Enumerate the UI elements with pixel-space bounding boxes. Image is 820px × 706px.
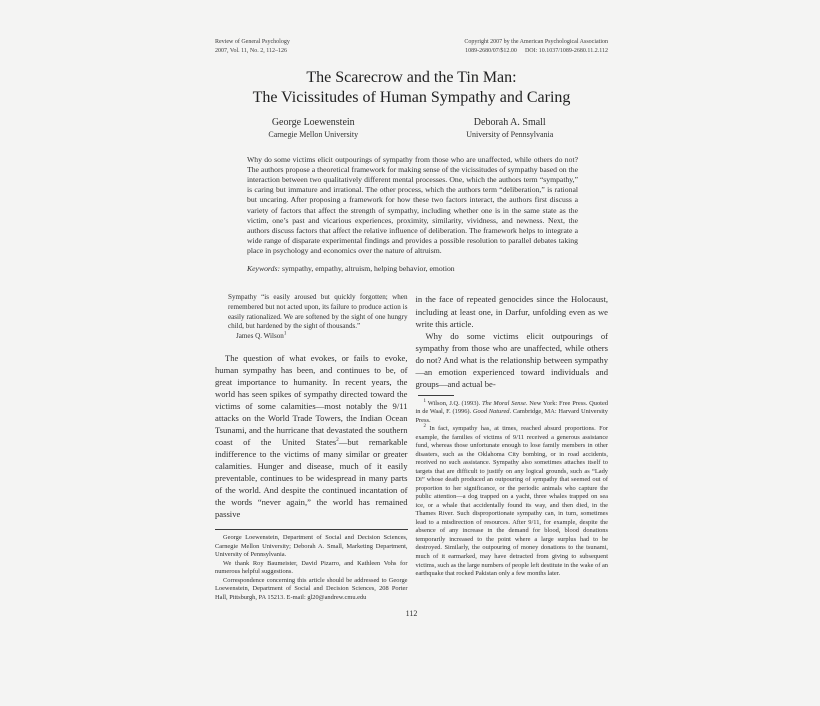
article-title-line-1: The Scarecrow and the Tin Man: [306, 69, 517, 87]
article-title-line-2: The Vicissitudes of Human Sympathy and Caring [252, 88, 571, 106]
footnote-1-text-c: . Cambridge, MA: Harvard University Press. [415, 408, 608, 424]
body-paragraph-1-text-a: The question of what evokes, or fails to evoke, human sympathy has been, and continues to be, of great importance to humanity. In recent years, the world has seen spikes of sympathy directed toward the victims of some calamities—most notably the 9/11 attacks on the World Trade Towers, the Indian Ocean Tsunami, and the hurricane that devastated the southern coast of the United States [215, 352, 408, 447]
copyright-info [464, 38, 608, 55]
doi: DOI: 10.1037/1089-2680.11.2.112 [524, 47, 608, 54]
journal-info [215, 38, 290, 55]
left-column [215, 293, 408, 602]
author-block [215, 117, 608, 139]
footnote-1-marker: 1 [423, 398, 426, 404]
footnote-2-text: In fact, sympathy has, at times, reached absurd proportions. For example, the families of victims of 9/11 received a generous assistance fund, whereas those unfortunate enough to lose family members in other disasters, such as the Oklahoma City bombing, or in road accidents, received no such assistance. Sympathy also sometimes attaches itself to targets that are difficult to justify on any logical grounds, such as “Lady Di” whose death produced an outpouring of sympathy that seemed out of proportion to her significance, or the periodic animals who capture the public attention—a dog trapped on a yacht, three whales trapped on sea ice, or a whale that accidentally found its way, and then died, in the Thames River. Such disproportionate sympathy can, in turn, sometimes lead to a misdirection of resources. After 9/11, for example, despite the absence of any increase in the demand for blood, blood donations temporarily increased to the point where a large surplus had to be destroyed. Similarly, the outpouring of money donations to the tsunami, much of it earmarked, may have detracted from giving to subsequent victims, such as the large numbers of people left destitute in the wake of an earthquake that rocked Pakistan only a few months later. [415, 425, 608, 578]
right-column [416, 293, 609, 602]
epigraph-attribution-name: James Q. Wilson [236, 332, 284, 341]
epigraph-attribution [236, 332, 408, 342]
keywords-label: Keywords: [247, 264, 281, 274]
footnotes [416, 395, 609, 579]
author-1-affiliation: Carnegie Mellon University [268, 129, 359, 139]
journal-volume-line: 2007, Vol. 11, No. 2, 112–126 [215, 47, 288, 54]
epigraph-quote: Sympathy “is easily aroused but quickly forgotten; when remembered but not acted upon, its failure to produce action is easily rationalized. We are softened by the sight of one hungry child, but hardened by the sight of thousands.” [228, 293, 408, 331]
journal-masthead [215, 38, 608, 55]
issn: 1089-2680/07/$12.00 [465, 47, 517, 54]
body-columns [215, 293, 608, 602]
epigraph-footnote-marker: 1 [283, 331, 287, 337]
footnote-1 [416, 400, 609, 426]
keywords-line [247, 264, 578, 274]
journal-name: Review of General Psychology [215, 39, 290, 45]
body-paragraph-3: Why do some victims elicit outpourings of sympathy from those who are unaffected, while others do not? And what is the relationship between sympathy—an emotion experienced toward individuals and groups—and actual be- [415, 330, 608, 389]
body-paragraph-1 [215, 352, 408, 520]
body-paragraph-1-text-b: —but remarkable indifference to the victims of many similar or greater calamities. Hunger and disease, much of it easily preventable, continues to be widespread in many parts of the world. And despite the continued incantation of the words “never again,” the world has remained passive [215, 436, 408, 520]
author-note-divider [215, 529, 408, 530]
author-2-affiliation: University of Pennsylvania [466, 129, 554, 139]
abstract-text: Why do some victims elicit outpourings of sympathy from those who are unaffected, while others do not? The authors propose a theoretical framework for making sense of the vicissitudes of sympathy based on the interaction between two qualitatively different mental processes. One, which the authors term “sympathy,” is caring but immature and irrational. The other process, which the authors term “deliberation,” is rational but uncaring. After proposing a framework for how these two factors interact, the authors first discuss a variety of factors that affect the strength of sympathy, including whether one is in the same state as the victim, one’s past and vicarious experiences, proximity, similarity, vividness, and newness. Next, the authors discuss factors that affect the relative influence of deliberation. The framework helps to integrate a wide range of disparate experimental findings and provides a possible resolution to parallel debates taking place in psychology and economics over the nature of altruism. [247, 154, 578, 256]
footnote-1-book-title-1: The Moral Sense [482, 399, 526, 407]
author-1 [215, 117, 412, 139]
author-note-correspondence: Correspondence concerning this article should be addressed to George Loewenstein, Department of Social and Decision Sciences, 208 Porter Hall, Pittsburgh, PA 15213. E-mail: gl20@andrew.cmu.edu [215, 576, 408, 601]
epigraph [228, 293, 408, 341]
body-paragraph-2: in the face of repeated genocides since the Holocaust, including at least one, in Darfur, unfolding even as we write this article. [415, 294, 608, 329]
author-2 [412, 117, 609, 139]
footnote-2-marker-inline: 2 [336, 438, 339, 444]
author-note-acknowledgments: We thank Roy Baumeister, David Pizarro, and Kathleen Vohs for numerous helpful suggestions. [215, 559, 408, 576]
footnote-divider [418, 395, 454, 396]
footnote-1-text-b: . New York: Free Press. Quoted in de Waal, F. (1996). [415, 399, 608, 416]
author-note-affiliations: George Loewenstein, Department of Social and Decision Sciences, Carnegie Mellon University; Deborah A. Small, Marketing Department, University of Pennsylvania. [215, 534, 408, 559]
author-1-name: George Loewenstein [271, 116, 355, 128]
footnote-2-marker: 2 [423, 424, 426, 430]
article-title [215, 68, 608, 106]
footnote-1-book-title-2: Good Natured [472, 408, 510, 416]
page-number: 112 [405, 609, 418, 619]
copyright-line: Copyright 2007 by the American Psychological Association [464, 39, 608, 45]
footnote-2 [416, 425, 609, 578]
abstract [247, 155, 578, 275]
author-2-name: Deborah A. Small [473, 116, 546, 128]
author-note [215, 529, 408, 602]
footnote-1-text-a: Wilson, J.Q. (1993). [426, 399, 482, 407]
issn-doi-line [464, 47, 608, 56]
keywords-list: sympathy, empathy, altruism, helping behavior, emotion [281, 264, 455, 274]
